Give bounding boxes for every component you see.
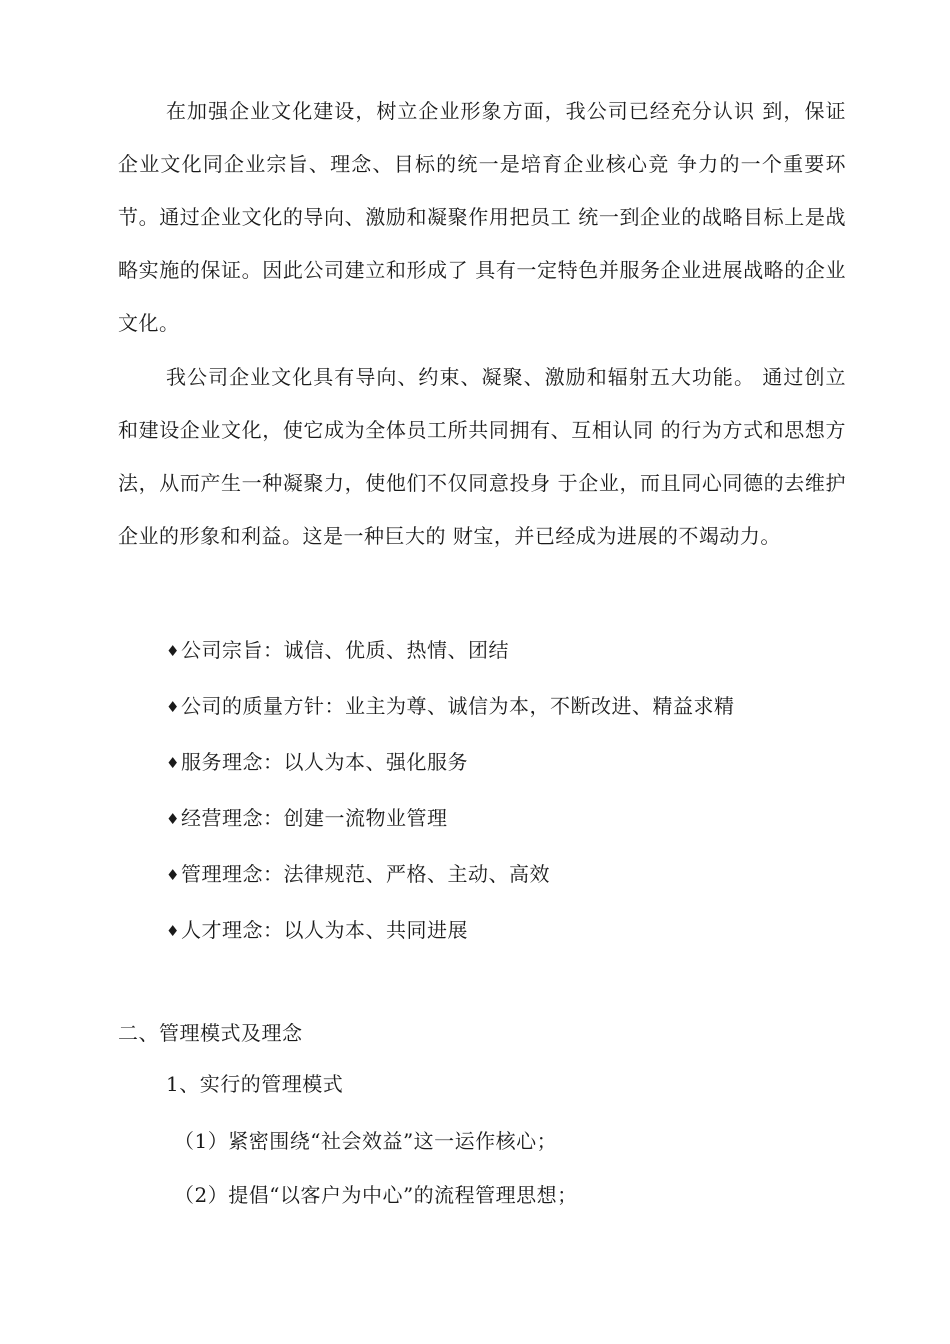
paragraph-culture-functions: 我公司企业文化具有导向、约束、凝聚、激励和辐射五大功能。 通过创立和建设企业文化，使它成为全体员工所共同拥有、互相认同 的行为方式和思想方法，从而产生一种凝聚力，使他们不仅同意投身 于企业，而且同心同德的去维护企业的形象和利益。这是一种巨大的 财宝，并已经成为进展的不竭动力。 [118,365,846,548]
list-item [166,902,734,958]
section-heading: 二、管理模式及理念 [118,1021,303,1045]
list-item [166,678,734,734]
diamond-bullet-icon: ♦ [166,922,180,940]
diamond-bullet-icon: ♦ [166,642,180,660]
bullet-text: 服务理念：以人为本、强化服务 [180,750,468,774]
diamond-bullet-icon: ♦ [166,810,180,828]
bullet-text: 公司宗旨：诚信、优质、热情、团结 [180,638,509,662]
list-item [166,734,734,790]
bullet-text: 公司的质量方针：业主为尊、诚信为本，不断改进、精益求精 [180,694,735,718]
bullet-text: 人才理念：以人为本、共同进展 [180,918,468,942]
diamond-bullet-icon: ♦ [166,698,180,716]
list-item: （1）紧密围绕“社会效益”这一运作核心； [174,1129,558,1153]
list-item [166,622,734,678]
diamond-bullet-icon: ♦ [166,866,180,884]
bullet-text: 管理理念：法律规范、严格、主动、高效 [180,862,550,886]
list-item [166,790,734,846]
section-subheading: 1、实行的管理模式 [166,1072,344,1096]
bullet-text: 经营理念：创建一流物业管理 [180,806,448,830]
diamond-bullet-icon: ♦ [166,754,180,772]
list-item [166,846,734,902]
culture-bullet-list [166,622,734,958]
paragraph-corporate-culture: 在加强企业文化建设，树立企业形象方面，我公司已经充分认识 到，保证企业文化同企业宗旨、理念、目标的统一是培育企业核心竞 争力的一个重要环节。通过企业文化的导向、激励和凝聚作用把员工 统一到企业的战略目标上是战略实施的保证。因此公司建立和形成了 具有一定特色并服务企业进展战略的企业文化。 [118,99,846,335]
list-item: （2）提倡“以客户为中心”的流程管理思想； [174,1183,578,1207]
